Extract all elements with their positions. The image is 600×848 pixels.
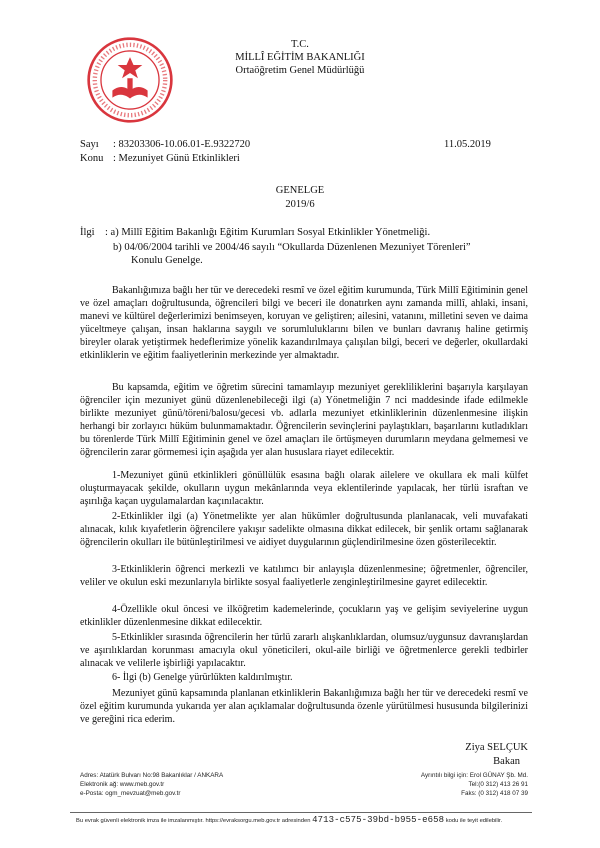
sayi-label: Sayı	[80, 139, 99, 150]
signatory-title: Bakan	[493, 756, 520, 767]
body-item-4: 4-Özellikle okul öncesi ve ilköğretim kademelerinde, çocukların yaş ve gelişim seviyelerine uygun etkinlikler düzenlenmesine dikkat edilecektir.	[80, 604, 528, 628]
body-item-5: 5-Etkinlikler sırasında öğrencilerin her türlü zararlı alışkanlıklardan, olumsuz/uygunsuz davranışlardan ve aşırılıklardan korunması amacıyla okul yöneticileri, okul-aile birliği ve öğretmenlerce gerekli tedbirler alınacak ve velilerle işbirliği yapılacaktır.	[80, 632, 528, 669]
body-item-1: 1-Mezuniyet günü etkinlikleri gönüllülük esasına bağlı olarak ailelere ve okullara ek mali külfet oluşturmayacak şekilde, okulların uygun mekânlarında veya eklentilerinde yapılacak, her türlü israftan ve aşırılığa kaçan uygulamalardan kaçınılacaktır.	[80, 470, 528, 507]
document-type: GENELGE	[275, 185, 325, 196]
konu-label: Konu	[80, 153, 104, 164]
body-paragraph-1: Bakanlığımıza bağlı her tür ve derecedeki resmî ve özel eğitim kurumunda, Türk Millî Eğitiminin genel ve özel amaçları doğrultusunda, öğrencileri bilgi ve beceri ile donatırken aynı zamanda millî, ahlaki, insani, manevi ve kültürel değerlerimizi benimseyen, koruyan ve geliştiren; ailesini, vatanını, milletini seven ve daima yüceltmeye çalışan, insan haklarına saygılı ve sorumluluklarını bilen ve bunları davranış haline getirmiş bireyler olarak yetiştirmek hedeflerimize yönelik kazandırılmaya çalışılan bilgi, beceri ve değerler, okullardaki etkinliklerin ve eğitim faaliyetlerinin merkezinde yer almaktadır.	[80, 285, 528, 361]
document-date: 11.05.2019	[444, 139, 491, 150]
body-item-3: 3-Etkinliklerin öğrenci merkezli ve katılımcı bir anlayışla düzenlenmesine; öğretmenler, öğrenciler, veliler ve okulun eski mezunlarıyla birlikte sosyal faaliyetlerle zenginleştirilmesine gayret edilecektir.	[80, 564, 528, 588]
closing-paragraph: Mezuniyet günü kapsamında planlanan etkinliklerin Bakanlığımıza bağlı her tür ve derecedeki resmî ve özel eğitim kurumunda yukarıda yer alan açıklamalar doğrultusunda özenle yürütülmesi hususunda bilgilerinizi ve gereğini rica ederim.	[80, 688, 528, 725]
ilgi-b-line1: b) 04/06/2004 tarihli ve 2004/46 sayılı “Okullarda Düzenlenen Mezuniyet Törenleri”	[113, 242, 471, 253]
footer-tel: Tel:(0 312) 413 26 91	[468, 781, 528, 788]
footer-website[interactable]: Elektronik ağ: www.meb.gov.tr	[80, 781, 165, 788]
sayi-value: : 83203306-10.06.01-E.9322720	[113, 139, 251, 150]
konu-value: : Mezuniyet Günü Etkinlikleri	[113, 153, 240, 164]
body-item-6: 6- İlgi (b) Genelge yürürlükten kaldırılmıştır.	[112, 672, 293, 683]
footer-divider	[70, 812, 532, 813]
footer-email[interactable]: e-Posta: ogm_mevzuat@meb.gov.tr	[80, 790, 181, 797]
verification-code: 4713-c575-39bd-b955-e658	[312, 815, 445, 825]
header-ministry: MİLLÎ EĞİTİM BAKANLIĞI	[235, 52, 365, 63]
verification-note	[76, 815, 502, 825]
signatory-name: Ziya SELÇUK	[465, 742, 528, 753]
document-number: 2019/6	[285, 199, 315, 210]
verification-text: Bu evrak güvenli elektronik imza ile imzalanmıştır. https://evraksorgu.meb.gov.tr adresinden	[76, 818, 311, 824]
ilgi-label: İlgi	[80, 227, 95, 238]
footer-fax: Faks: (0 312) 418 07 39	[461, 790, 528, 797]
body-paragraph-2: Bu kapsamda, eğitim ve öğretim sürecini tamamlayıp mezuniyet gerekliliklerini başarıyla karşılayan öğrenciler için mezuniyet günü düzenlenebileceği ilgi (a) Yönetmeliğin 7 nci maddesinde ifade edilmekle birlikte mezuniyet günü/töreni/balosu/gecesi vb. adlarla mezuniyet etkinliklerinin düzenlenmesine ilişkin herhangi bir zorlayıcı hüküm bulunmamaktadır. Öğrencilerin sevinçlerini paylaştıkları, başarılarını kutladıkları bu törenlerde Türk Millî Eğitiminin genel ve özel amaçları ile örtüşmeyen durumların meydana gelmemesi ve öğrencilerin zarar görmemesi için aşağıda yer alan hususlara riayet edilecektir.	[80, 382, 528, 458]
ilgi-a: : a) Millî Eğitim Bakanlığı Eğitim Kurumları Sosyal Etkinlikler Yönetmeliği.	[105, 227, 431, 238]
header-tc: T.C.	[291, 39, 309, 50]
ministry-seal-icon	[86, 36, 174, 124]
header-directorate: Ortaöğretim Genel Müdürlüğü	[235, 65, 365, 76]
footer-address: Adres: Atatürk Bulvarı No:98 Bakanlıklar / ANKARA	[80, 772, 224, 779]
ilgi-b-line2: Konulu Genelge.	[131, 255, 203, 266]
footer-contact: Ayrıntılı bilgi için: Erol GÜNAY Şb. Md.	[420, 772, 528, 779]
verification-suffix: kodu ile teyit edilebilir.	[445, 818, 503, 824]
body-item-2: 2-Etkinlikler ilgi (a) Yönetmelikte yer alan hükümler doğrultusunda planlanacak, veli muvafakati alınacak, kılık kıyafetlerin öğrencilere yakışır sadelikte olmasına dikkat edilecek, bir şenlik ortamı sağlanarak öğrencilerin okulları ile bütünleştirilmesi ve aidiyet duygularının güçlendirilmesine özen gösterilecektir.	[80, 511, 528, 548]
